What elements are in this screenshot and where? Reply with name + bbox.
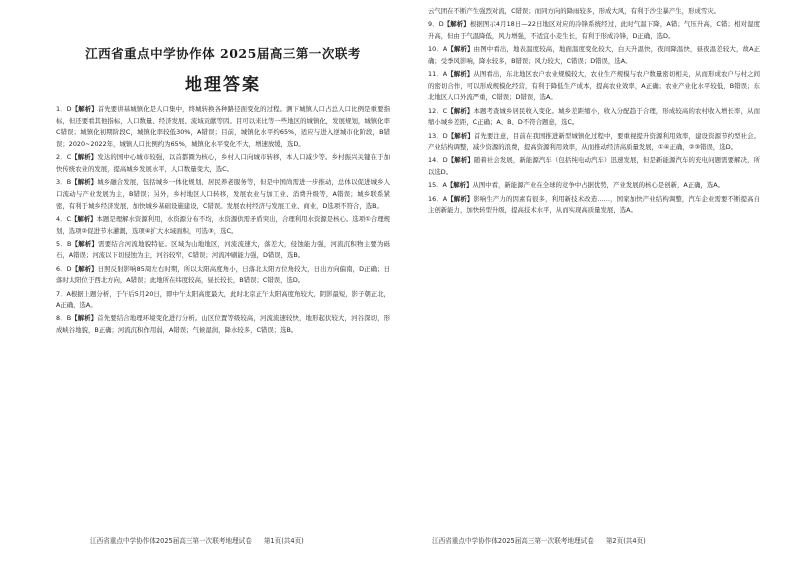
answer-number: 12．C (428, 106, 448, 115)
analysis-tag: 【解析】 (446, 181, 473, 190)
answer-text: 随着社会发展，新能源汽车（包括纯电动汽车）迅速发展，但是新能源汽车的充电问题需要解决，所以选D。 (428, 156, 761, 177)
answer-number: 10．A (428, 45, 448, 54)
answer-text: 影响生产力的因素有很多，利用新技术改造……，国家加快产业结构调整，汽车企业需要不断提高自主创新能力，加快转型升级，提高技术水平，从而实现高质量发展，选A。 (428, 194, 760, 215)
analysis-tag: 【解析】 (447, 45, 474, 54)
analysis-tag: 【解析】 (447, 131, 474, 140)
answer-list-left (56, 104, 390, 337)
answer-text: 需要结合河流地貌特征。区域为山地地区，河流流速大，落差大，侵蚀能力强，河流沉积物主要为砾石，A错误；河流以下切侵蚀为主，河谷较窄，C错误；河流冲刷能力强，D错误，选B。 (56, 239, 391, 260)
answer-text: 根据上题分析，于午后5月20日，即中午太阳高度最大，此时北京正午太阳高度角较大，阴影最短，影子朝正北，A正确，选A。 (56, 289, 390, 310)
answer-item (428, 180, 760, 192)
answer-item (428, 131, 760, 154)
continued-text: 云气团在不断产生强烈对流，C错误；而同方向的降雨较多，形成大风，有利于沙尘暴产生，形成雪灾。 (428, 7, 721, 15)
answer-item (56, 264, 390, 287)
answer-text: 根据图示4月18日—22日地区对应的冷锋系统经过，此时气温下降，A错；气压升高，C错；相对湿度升高，但由于气温降低，风力增强，不适宜小麦生长，有利于形成冷锋，D正确，选D。 (428, 20, 760, 40)
answer-item (428, 44, 760, 67)
answer-number: 4．C (56, 214, 71, 223)
answer-number: 8．B (56, 314, 72, 323)
right-page (400, 0, 800, 565)
answer-number: 7．A (56, 289, 71, 298)
answer-number: 15．A (428, 181, 447, 190)
answer-number: 16．A (428, 194, 448, 203)
analysis-tag: 【解析】 (71, 314, 98, 323)
answer-text: 本题是理解水资源利用，水资源分布不均，水资源供需矛盾突出，合理利用水资源是核心。选项①合理规划，选项②促进节水灌溉，选项④扩大水域面积，可选③，选C。 (56, 214, 391, 235)
answer-number: 5．B (56, 239, 72, 248)
answer-item (56, 313, 390, 336)
analysis-tag: 【解析】 (71, 153, 98, 162)
answer-item (428, 194, 760, 217)
answer-item (428, 155, 760, 178)
page-number: 第1页(共4页) (263, 537, 304, 545)
answer-text: 首先要注意，目前在我国推进新型城镇化过程中，要重视提升资源利用效率，建设资源节约型社会。产业结构调整，减少资源的浪费，提高资源利用效率，从而推动经济高质量发展，①④正确，②③错误，选D。 (428, 131, 761, 152)
answer-item (428, 19, 760, 42)
answer-item (56, 177, 390, 212)
answer-text: 城乡融合发展，包括城乡一体化规划、居民养老服务等，但是中国尚需进一步推动，总体以促进城乡人口流动与产业发展为主，B错误；另外，乡村地区人口转移，发展农业与加工业、消费升级等，A错误；城乡联系紧密，有利于城乡经济发展，加快城乡基础设施建设，C错误。发展农村经济与发展工业、商业，D选项不符合，选B。 (56, 178, 391, 210)
answer-number: 1．D (56, 105, 72, 113)
answer-number: 6．D (56, 264, 72, 273)
answer-number: 14．D (428, 156, 448, 165)
answer-text: 本题考查城乡居民收入变化。城乡差距缩小，收入分配趋于合理，形成较高的农村收入增长率，从而缩小城乡差距，C正确；A、B、D不符合题意，选C。 (428, 106, 760, 127)
analysis-tag: 【解析】 (71, 264, 98, 273)
answer-list-right (428, 19, 760, 217)
analysis-tag: 【解析】 (447, 70, 474, 79)
answer-number: 11．A (428, 70, 448, 79)
answer-text: 从图看出，东北地区农户农业规模较大，农业生产规模与农户数量密切相关，从而形成农户与村之间的密切合作，可以形成规模化经营，有利于降低生产成本，提高农业效率，A正确；农业产业化水平较低，B错误；东北地区人口外流严重，C错误；D错误，选A。 (428, 70, 761, 102)
exam-title: 江西省重点中学协作体 2025届高三第一次联考 (85, 46, 361, 61)
answer-item (56, 239, 390, 262)
answer-item (56, 289, 390, 312)
answer-item (56, 214, 390, 237)
answer-text: 从图中看，新能源产业在全球的竞争中占据优势，产业发展的核心是创新，A正确，选A。 (472, 181, 725, 190)
answer-number: 2．C (56, 153, 72, 162)
answer-item (56, 152, 390, 175)
footer-exam-name: 江西省重点中学协作体2025届高三第一次联考地理试卷 (432, 537, 594, 545)
answer-number: 13．D (428, 131, 448, 140)
page-footer-right (432, 535, 646, 545)
analysis-tag: 【解析】 (447, 156, 474, 165)
footer-exam-name: 江西省重点中学协作体2025届高三第一次联考地理试卷 (90, 537, 252, 545)
page-footer-left (90, 535, 304, 545)
analysis-tag: 【解析】 (447, 106, 474, 115)
answer-number: 3．B (56, 178, 72, 187)
answer-item (428, 69, 760, 104)
analysis-tag: 【解析】 (71, 178, 98, 187)
analysis-tag: 【解析】 (70, 214, 97, 223)
answer-text: 由图中看出，地表温度较高，地面温度变化较大，白天升温快，夜间降温快，昼夜温差较大，故A正确；受季风影响，降水较多，B错误；风力较大，C错误；D错误，选A。 (428, 45, 760, 65)
analysis-tag: 【解析】 (443, 20, 470, 29)
answer-text: 日照反射影响85周左右时期，所以太阳高度角小，日落北太阳方位角较大，日出方向偏南，D正确；日落时太阳位于西北方向，A错误；此地所在纬度较高，昼长较长，B错误；C错误，选D。 (56, 264, 390, 285)
answer-item (56, 104, 390, 151)
analysis-tag: 【解析】 (447, 194, 474, 203)
analysis-tag: 【解析】 (71, 105, 98, 113)
answer-number: 9．D (428, 20, 444, 29)
answer-heading: 地理答案 (185, 75, 261, 95)
answer-text: 首先要讲基城镇化是人口集中，终城转换各种路径面变化的过程。测下城镇人口占总人口比例是重要指标，但还要看其他指标，人口数量、经济发展、流域贡献等因。目可以来比等一些地区的城镇化，发展规划，城镇化率C错误；城镇化初期阶段C，城镇化率较低30%，A错误；目前，城镇化水平约65%，适应与进入逆城市化阶段，B错误；2020~2022年，城镇人口比例约为65%，城镇化水平变化不大，增速放缓，选D。 (56, 105, 390, 149)
page-number: 第2页(共4页) (605, 537, 646, 545)
answer-text: 发达的国中心城市较强，以首都圈为核心，乡村人口向城市转移，本人口减少等。乡村振兴关键在于加快传统农业的发展，提高城乡发展水平，人口数量变大，选C。 (56, 153, 391, 174)
answer-item (428, 106, 760, 129)
answer-text: 首先要结合地理环境变化进行分析。山区位置等级较高，河流流速较快，地形起伏较大，河谷深切，形成峡谷地貌，B正确；河流沉积作用弱，A错误；气候湿润，降水较多，C错误；选B。 (56, 314, 391, 335)
analysis-tag: 【解析】 (71, 239, 99, 248)
